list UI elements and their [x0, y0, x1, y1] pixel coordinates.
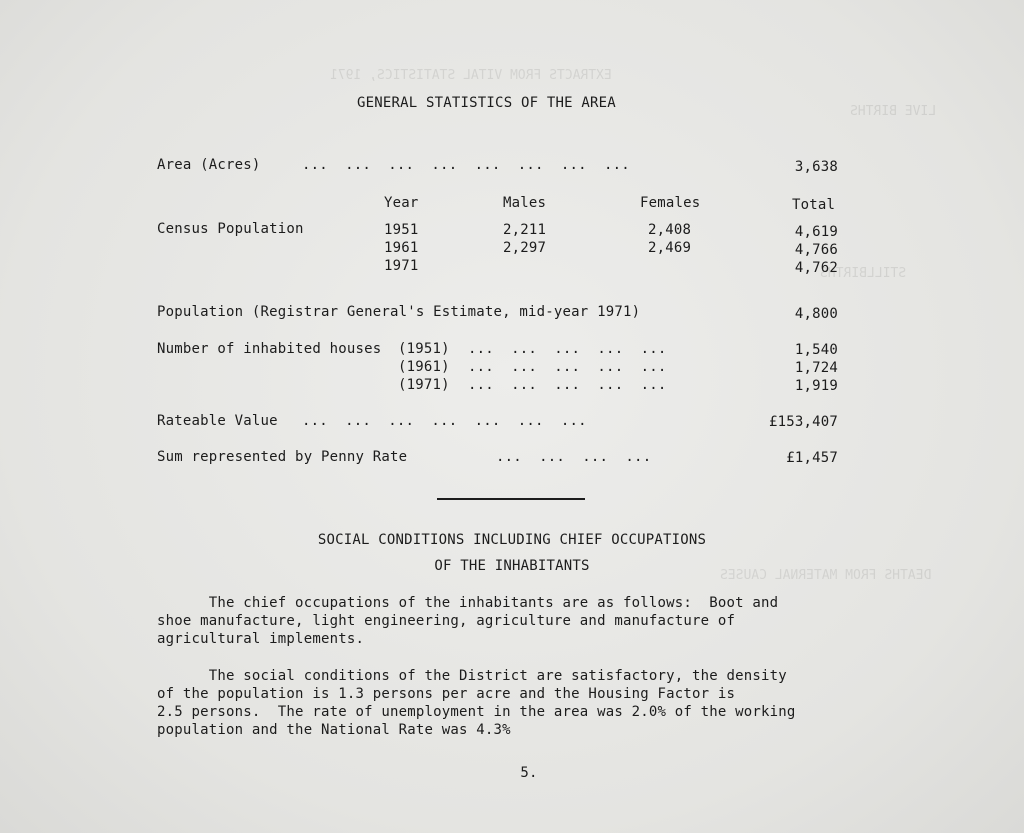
houses-value: 1,919	[794, 378, 838, 394]
census-total: 4,619	[794, 224, 838, 240]
census-males: 2,297	[503, 240, 547, 256]
census-total: 4,766	[794, 242, 838, 258]
rateable-leader-dots: ... ... ... ... ... ... ...	[302, 413, 587, 429]
header-total: Total	[792, 197, 836, 213]
houses-leader-dots: ... ... ... ... ...	[468, 377, 667, 393]
census-year: 1961	[384, 240, 419, 256]
estimate-label: Population (Registrar General's Estimate, mid-year 1971)	[157, 304, 641, 320]
census-total: 4,762	[794, 260, 838, 276]
census-males: 2,211	[503, 222, 547, 238]
houses-value: 1,724	[794, 360, 838, 376]
census-year: 1951	[384, 222, 419, 238]
census-females: 2,469	[648, 240, 692, 256]
page-number: 5.	[520, 765, 538, 781]
paragraph-line: population and the National Rate was 4.3%	[157, 722, 511, 738]
social-heading-line1: SOCIAL CONDITIONS INCLUDING CHIEF OCCUPATIONS	[317, 532, 707, 548]
header-year: Year	[384, 195, 419, 211]
houses-label: Number of inhabited houses	[157, 341, 382, 357]
area-leader-dots: ... ... ... ... ... ... ... ...	[302, 157, 630, 173]
rateable-label: Rateable Value	[157, 413, 278, 429]
census-label: Census Population	[157, 221, 304, 237]
area-value: 3,638	[794, 159, 838, 175]
paragraph-line: of the population is 1.3 persons per acre and the Housing Factor is	[157, 686, 736, 702]
houses-year: (1951)	[398, 341, 450, 357]
census-females: 2,408	[648, 222, 692, 238]
paragraph-line: The social conditions of the District are satisfactory, the density	[157, 668, 787, 684]
header-females: Females	[640, 195, 701, 211]
census-year: 1971	[384, 258, 419, 274]
section-divider	[437, 498, 585, 500]
paragraph-line: agricultural implements.	[157, 631, 365, 647]
paragraph-line: shoe manufacture, light engineering, agriculture and manufacture of	[157, 613, 736, 629]
houses-leader-dots: ... ... ... ... ...	[468, 359, 667, 375]
area-label: Area (Acres)	[157, 157, 261, 173]
header-males: Males	[503, 195, 547, 211]
penny-rate-value: £1,457	[786, 450, 838, 466]
houses-value: 1,540	[794, 342, 838, 358]
page-title: GENERAL STATISTICS OF THE AREA	[357, 95, 616, 111]
estimate-value: 4,800	[794, 306, 838, 322]
paragraph-line: The chief occupations of the inhabitants are as follows: Boot and	[157, 595, 779, 611]
bleed-through-text: LIVE BIRTHS	[850, 104, 937, 119]
bleed-through-text: DEATHS FROM MATERNAL CAUSES	[720, 568, 932, 583]
social-heading-line2: OF THE INHABITANTS	[434, 558, 590, 574]
penny-rate-label: Sum represented by Penny Rate	[157, 449, 408, 465]
houses-year: (1961)	[398, 359, 450, 375]
paragraph-line: 2.5 persons. The rate of unemployment in the area was 2.0% of the working	[157, 704, 796, 720]
houses-year: (1971)	[398, 377, 450, 393]
houses-leader-dots: ... ... ... ... ...	[468, 341, 667, 357]
penny-rate-leader-dots: ... ... ... ...	[496, 449, 652, 465]
rateable-value: £153,407	[768, 414, 838, 430]
bleed-through-text: EXTRACTS FROM VITAL STATISTICS, 1971	[330, 68, 612, 83]
bleed-through-text: STILLBIRTHS	[820, 266, 907, 281]
